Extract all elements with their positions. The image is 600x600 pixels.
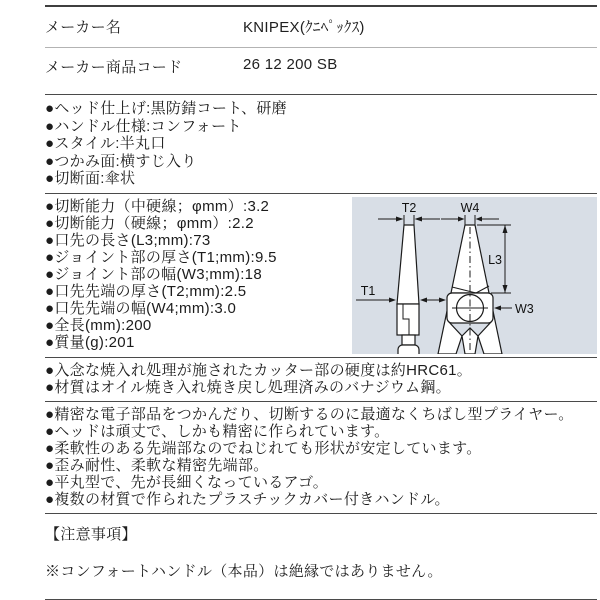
- spec-list: [45, 196, 352, 351]
- maker-name-value: KNIPEX(ｸﾆﾍﾟｯｸｽ): [243, 19, 365, 36]
- maker-name-row: [45, 7, 597, 48]
- page-content: [45, 5, 597, 600]
- spec-item: ●ジョイント部の幅(W3;mm):18: [45, 265, 262, 283]
- material-note-item: ●材質はオイル焼き入れ焼き戻し処理済みのバナジウム鋼。: [45, 379, 451, 396]
- spec-item: ●質量(g):201: [45, 333, 135, 351]
- maker-code-value: 26 12 200 SB: [243, 56, 338, 73]
- spec-item: ●切断能力（硬線；φmm）:2.2: [45, 214, 254, 232]
- maker-code-row: [45, 48, 597, 94]
- spec-item: ●口先先端の厚さ(T2;mm):2.5: [45, 282, 247, 300]
- product-feature-item: ●歪み耐性、柔軟な精密先端部。: [45, 456, 269, 474]
- diagram-label-l3: L3: [488, 252, 502, 267]
- feature-item: ●スタイル:半丸口: [45, 135, 166, 152]
- diagram-label-t1: T1: [360, 283, 376, 298]
- spec-section: [45, 193, 597, 357]
- product-feature-item: ●平丸型で、先が長細くなっているアゴ。: [45, 473, 329, 491]
- product-feature-item: ●複数の材質で作られたプラスチックカバー付きハンドル。: [45, 490, 450, 508]
- notice-text: ※コンフォートハンドル（本品）は絶縁ではありません。: [45, 562, 443, 580]
- maker-code-label: メーカー商品コード: [45, 59, 183, 76]
- notice-heading: 【注意事項】: [45, 525, 137, 543]
- spec-item: ●ジョイント部の厚さ(T1;mm):9.5: [45, 248, 277, 266]
- pliers-diagram-svg: [352, 197, 597, 354]
- spec-item: ●切断能力（中硬線；φmm）:3.2: [45, 197, 270, 215]
- spec-item: ●全長(mm):200: [45, 316, 152, 334]
- maker-info-table: [45, 5, 597, 94]
- basic-features-section: [45, 94, 597, 193]
- pliers-dimension-diagram: [352, 197, 597, 354]
- spec-item: ●口先の長さ(L3;mm):73: [45, 231, 211, 249]
- feature-item: ●ヘッド仕上げ:黒防錆コート、研磨: [45, 100, 287, 117]
- product-feature-item: ●精密な電子部品をつかんだり、切断するのに最適なくちばし型プライヤー。: [45, 405, 574, 423]
- feature-item: ●つかみ面:横すじ入り: [45, 152, 197, 170]
- diagram-label-w3: W3: [515, 301, 534, 316]
- maker-name-label: メーカー名: [45, 19, 122, 36]
- material-notes-section: [45, 357, 597, 401]
- diagram-label-w4: W4: [460, 200, 480, 215]
- spec-item: ●口先先端の幅(W4;mm):3.0: [45, 299, 237, 317]
- feature-item: ●ハンドル仕様:コンフォート: [45, 117, 242, 135]
- diagram-label-t2: T2: [401, 200, 417, 215]
- product-feature-item: ●柔軟性のある先端部なのでねじれても形状が安定しています。: [45, 439, 482, 457]
- material-note-item: ●入念な焼入れ処理が施されたカッター部の硬度は約HRC61。: [45, 361, 473, 379]
- product-feature-item: ●ヘッドは頑丈で、しかも精密に作られています。: [45, 422, 390, 440]
- product-features-section: [45, 401, 597, 513]
- feature-item: ●切断面:傘状: [45, 170, 136, 187]
- notice-section: [45, 513, 597, 600]
